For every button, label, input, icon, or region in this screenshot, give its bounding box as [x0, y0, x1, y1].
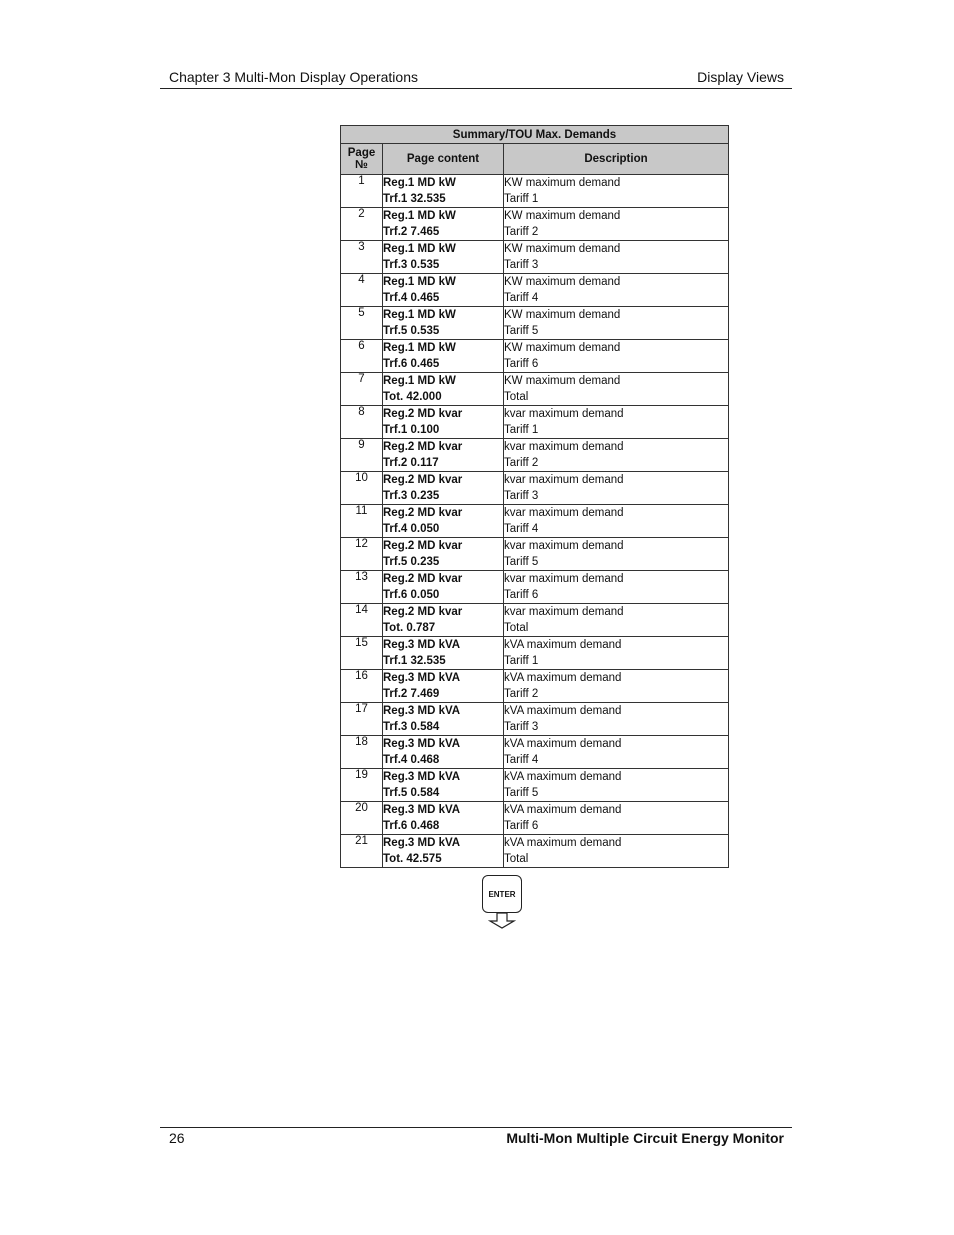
page-number-cell: 21 — [341, 835, 383, 868]
col-header-page-line2: № — [355, 159, 368, 171]
content-line-1: Reg.1 MD kW — [383, 375, 456, 387]
description-cell — [504, 175, 729, 208]
content-line-1: Reg.3 MD kVA — [383, 705, 461, 717]
description-cell — [504, 703, 729, 736]
description-cell — [504, 274, 729, 307]
page-content-cell — [383, 670, 504, 703]
page-content-cell — [383, 703, 504, 736]
description-cell — [504, 406, 729, 439]
content-line-1: Reg.1 MD kW — [383, 342, 456, 354]
page-content-cell — [383, 604, 504, 637]
table-row — [341, 274, 729, 307]
col-header-page-line1: Page — [347, 147, 376, 159]
description-cell — [504, 637, 729, 670]
content-line-2: Trf.5 0.235 — [383, 556, 440, 568]
content-line-2: Trf.3 0.584 — [383, 721, 440, 733]
description-line-1: kVA maximum demand — [504, 804, 622, 816]
chapter-title: Chapter 3 Multi-Mon Display Operations — [169, 69, 418, 85]
content-line-2: Trf.1 0.100 — [383, 424, 440, 436]
description-cell — [504, 439, 729, 472]
product-name: Multi-Mon Multiple Circuit Energy Monitor — [506, 1130, 784, 1146]
content-line-2: Trf.2 7.469 — [383, 688, 440, 700]
description-line-2: Tariff 1 — [504, 193, 539, 205]
page-number-cell: 8 — [341, 406, 383, 439]
description-cell — [504, 208, 729, 241]
description-cell — [504, 670, 729, 703]
description-line-2: Tariff 5 — [504, 787, 539, 799]
description-line-2: Tariff 2 — [504, 688, 539, 700]
page-content-cell — [383, 373, 504, 406]
content-line-1: Reg.1 MD kW — [383, 243, 456, 255]
description-line-1: kvar maximum demand — [504, 441, 624, 453]
content-line-1: Reg.2 MD kvar — [383, 606, 463, 618]
table-row — [341, 835, 729, 868]
table-row — [341, 340, 729, 373]
description-line-2: Tariff 3 — [504, 721, 539, 733]
page-number-cell: 12 — [341, 538, 383, 571]
content-line-1: Reg.3 MD kVA — [383, 738, 461, 750]
content-line-1: Reg.2 MD kvar — [383, 474, 463, 486]
description-cell — [504, 604, 729, 637]
content-line-1: Reg.3 MD kVA — [383, 771, 461, 783]
page-content-cell — [383, 538, 504, 571]
page-number-cell: 1 — [341, 175, 383, 208]
description-line-2: Tariff 6 — [504, 820, 539, 832]
description-line-1: kvar maximum demand — [504, 540, 624, 552]
page-number-cell: 16 — [341, 670, 383, 703]
content-line-2: Trf.4 0.050 — [383, 523, 440, 535]
description-cell — [504, 835, 729, 868]
table-row — [341, 604, 729, 637]
page-content-cell — [383, 340, 504, 373]
page-content-cell — [383, 307, 504, 340]
description-line-1: kvar maximum demand — [504, 408, 624, 420]
table-row — [341, 505, 729, 538]
content-line-1: Reg.3 MD kVA — [383, 672, 461, 684]
page-content-cell — [383, 208, 504, 241]
description-line-2: Tariff 3 — [504, 259, 539, 271]
page-content-cell — [383, 472, 504, 505]
content-line-2: Trf.6 0.465 — [383, 358, 440, 370]
description-cell — [504, 571, 729, 604]
description-line-1: KW maximum demand — [504, 342, 621, 354]
tou-max-demands-table — [340, 125, 729, 868]
page-number-cell: 20 — [341, 802, 383, 835]
table-row — [341, 703, 729, 736]
description-line-1: kVA maximum demand — [504, 738, 622, 750]
page-number-cell: 19 — [341, 769, 383, 802]
table-row — [341, 769, 729, 802]
description-cell — [504, 340, 729, 373]
table-title: Summary/TOU Max. Demands — [341, 126, 729, 144]
description-cell — [504, 769, 729, 802]
description-line-1: KW maximum demand — [504, 375, 621, 387]
description-line-1: KW maximum demand — [504, 309, 621, 321]
content-line-2: Trf.6 0.050 — [383, 589, 440, 601]
page-number-cell: 2 — [341, 208, 383, 241]
description-cell — [504, 736, 729, 769]
content-line-2: Trf.1 32.535 — [383, 655, 446, 667]
page-content-cell — [383, 835, 504, 868]
page-number-cell: 15 — [341, 637, 383, 670]
page-number-cell: 10 — [341, 472, 383, 505]
table-row — [341, 538, 729, 571]
content-line-1: Reg.3 MD kVA — [383, 804, 461, 816]
description-line-1: KW maximum demand — [504, 243, 621, 255]
down-arrow-icon — [488, 912, 516, 930]
page-number-cell: 7 — [341, 373, 383, 406]
content-line-1: Reg.3 MD kVA — [383, 837, 461, 849]
page-content-cell — [383, 406, 504, 439]
page-content-cell — [383, 769, 504, 802]
content-line-1: Reg.2 MD kvar — [383, 507, 463, 519]
content-line-2: Trf.1 32.535 — [383, 193, 446, 205]
table-row — [341, 175, 729, 208]
description-line-2: Tariff 2 — [504, 457, 539, 469]
description-cell — [504, 472, 729, 505]
description-cell — [504, 373, 729, 406]
content-line-1: Reg.3 MD kVA — [383, 639, 461, 651]
description-line-2: Tariff 4 — [504, 523, 539, 535]
description-line-2: Tariff 2 — [504, 226, 539, 238]
table-row — [341, 637, 729, 670]
description-line-1: KW maximum demand — [504, 210, 621, 222]
description-line-2: Tariff 5 — [504, 325, 539, 337]
description-line-1: kVA maximum demand — [504, 837, 622, 849]
page-header — [160, 69, 792, 89]
content-line-2: Trf.3 0.235 — [383, 490, 440, 502]
page-number-cell: 9 — [341, 439, 383, 472]
description-line-2: Tariff 6 — [504, 589, 539, 601]
enter-key — [482, 875, 522, 913]
page-content-cell — [383, 802, 504, 835]
content-line-2: Tot. 42.575 — [383, 853, 442, 865]
page-number-cell: 18 — [341, 736, 383, 769]
table-row — [341, 208, 729, 241]
description-line-2: Tariff 4 — [504, 754, 539, 766]
page-number-cell: 14 — [341, 604, 383, 637]
content-line-2: Trf.4 0.465 — [383, 292, 440, 304]
content-line-2: Tot. 0.787 — [383, 622, 436, 634]
table-row — [341, 472, 729, 505]
table-row — [341, 241, 729, 274]
description-cell — [504, 538, 729, 571]
table-row — [341, 802, 729, 835]
content-line-1: Reg.1 MD kW — [383, 309, 456, 321]
content-line-1: Reg.2 MD kvar — [383, 408, 463, 420]
page-number-cell: 5 — [341, 307, 383, 340]
content-line-2: Trf.6 0.468 — [383, 820, 440, 832]
description-line-1: KW maximum demand — [504, 276, 621, 288]
description-line-1: kvar maximum demand — [504, 507, 624, 519]
col-header-content: Page content — [383, 144, 504, 175]
description-line-1: kvar maximum demand — [504, 474, 624, 486]
table-row — [341, 406, 729, 439]
description-line-1: kVA maximum demand — [504, 771, 622, 783]
page-content-cell — [383, 505, 504, 538]
page-number-cell: 13 — [341, 571, 383, 604]
page-number-cell: 3 — [341, 241, 383, 274]
page-number-cell: 11 — [341, 505, 383, 538]
description-cell — [504, 505, 729, 538]
content-line-1: Reg.1 MD kW — [383, 177, 456, 189]
description-line-2: Tariff 1 — [504, 424, 539, 436]
description-line-2: Total — [504, 391, 529, 403]
table-row — [341, 571, 729, 604]
content-line-2: Trf.2 7.465 — [383, 226, 440, 238]
description-line-2: Tariff 4 — [504, 292, 539, 304]
section-title: Display Views — [697, 69, 784, 85]
page-number-cell: 6 — [341, 340, 383, 373]
page-content-cell — [383, 274, 504, 307]
table-row — [341, 307, 729, 340]
content-line-1: Reg.1 MD kW — [383, 276, 456, 288]
page-footer — [160, 1127, 792, 1146]
page-content-cell — [383, 175, 504, 208]
content-line-2: Tot. 42.000 — [383, 391, 442, 403]
description-line-2: Total — [504, 853, 529, 865]
table-row — [341, 439, 729, 472]
page-content-cell — [383, 637, 504, 670]
description-line-1: KW maximum demand — [504, 177, 621, 189]
table-row — [341, 736, 729, 769]
content-line-1: Reg.2 MD kvar — [383, 540, 463, 552]
description-line-1: kVA maximum demand — [504, 705, 622, 717]
description-line-1: kVA maximum demand — [504, 672, 622, 684]
enter-key-label: ENTER — [488, 889, 516, 899]
description-line-1: kvar maximum demand — [504, 573, 624, 585]
content-line-1: Reg.1 MD kW — [383, 210, 456, 222]
table-row — [341, 670, 729, 703]
content-line-2: Trf.2 0.117 — [383, 457, 439, 469]
description-line-1: kvar maximum demand — [504, 606, 624, 618]
page-number: 26 — [169, 1130, 185, 1146]
description-line-2: Tariff 6 — [504, 358, 539, 370]
content-line-2: Trf.5 0.584 — [383, 787, 440, 799]
page-content-cell — [383, 736, 504, 769]
description-cell — [504, 241, 729, 274]
page-number-cell: 17 — [341, 703, 383, 736]
description-line-2: Tariff 1 — [504, 655, 539, 667]
description-cell — [504, 307, 729, 340]
table-row — [341, 373, 729, 406]
description-line-2: Total — [504, 622, 529, 634]
description-cell — [504, 802, 729, 835]
content-line-2: Trf.3 0.535 — [383, 259, 440, 271]
description-line-2: Tariff 3 — [504, 490, 539, 502]
page-content-cell — [383, 241, 504, 274]
content-line-1: Reg.2 MD kvar — [383, 441, 463, 453]
description-line-2: Tariff 5 — [504, 556, 539, 568]
content-line-2: Trf.4 0.468 — [383, 754, 440, 766]
content-line-2: Trf.5 0.535 — [383, 325, 440, 337]
page-number-cell: 4 — [341, 274, 383, 307]
content-line-1: Reg.2 MD kvar — [383, 573, 463, 585]
page-content-cell — [383, 439, 504, 472]
col-header-page — [341, 144, 383, 175]
description-line-1: kVA maximum demand — [504, 639, 622, 651]
col-header-description: Description — [504, 144, 729, 175]
page-content-cell — [383, 571, 504, 604]
